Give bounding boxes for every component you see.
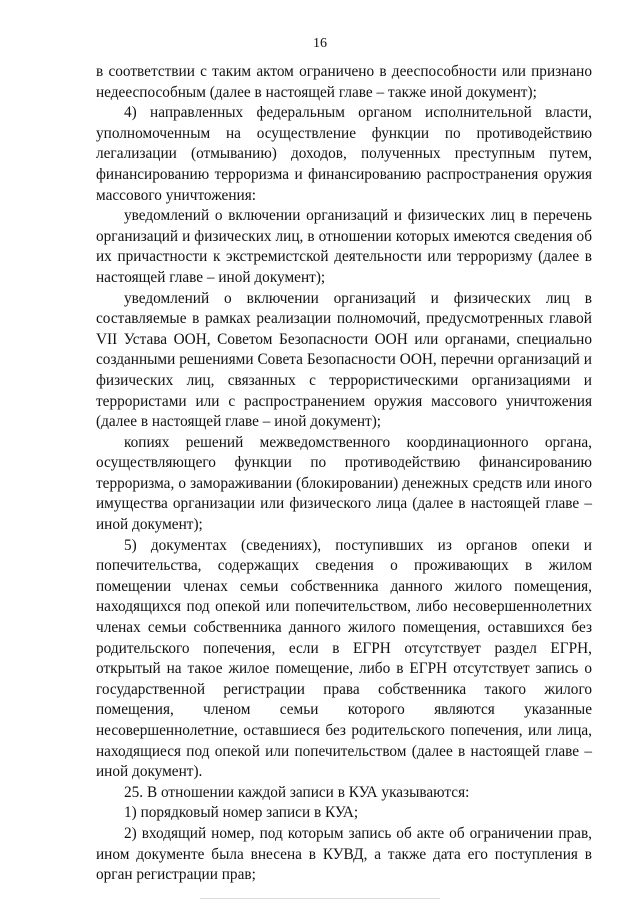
document-body: [96, 62, 592, 886]
paragraph-section-25-item-1: 1) порядковый номер записи в КУА;: [124, 804, 359, 822]
paragraph-continuation: в соответствии с таким актом ограничено в дееспособности или признано недееспособным (далее в настоящей главе – также иной документ);: [96, 63, 592, 101]
paragraph-item-4: 4) направленных федеральным органом исполнительной власти, уполномоченным на осуществление функции по противодействию легализации (отмыванию) доходов, полученных преступным путем, финансированию терроризма и финансированию распространения оружия массового уничтожения:: [96, 104, 592, 204]
scan-edge-mark: [200, 898, 440, 899]
paragraph-section-25-item-2: 2) входящий номер, под которым запись об акте об ограничении прав, ином документе была внесена в КУВД, а также дата его поступления в орган регистрации прав;: [96, 824, 592, 884]
paragraph-un-list-notice: уведомлений о включении организаций и физических лиц в составляемые в рамках реализации полномочий, предусмотренных главой VII Устава ООН, Советом Безопасности ООН или органами, специально созданными решениями Совета Безопасности ООН, перечни организаций и физических лиц, связанных с террористическими организациями и террористами или с распространением оружия массового уничтожения (далее в настоящей главе – иной документ);: [96, 289, 592, 431]
paragraph-section-25: 25. В отношении каждой записи в КУА указываются:: [124, 783, 470, 801]
paragraph-item-5: 5) документах (сведениях), поступивших из органов опеки и попечительства, содержащих сведения о проживающих в жилом помещении членах семьи собственника данного жилого помещения, находящихся под опекой или попечительством, либо несовершеннолетних членах семьи собственника данного жилого помещения, оставшихся без родительского попечения, если в ЕГРН отсутствует раздел ЕГРН, открытый на такое жилое помещение, либо в ЕГРН отсутствует запись о государственной регистрации права собственника такого жилого помещения, членом семьи которого являются указанные несовершеннолетние, оставшиеся без родительского попечения, или лица, находящиеся под опекой или попечительством (далее в настоящей главе – иной документ).: [96, 536, 592, 781]
paragraph-extremism-list-notice: уведомлений о включении организаций и физических лиц в перечень организаций и физических лиц, в отношении которых имеются сведения об их причастности к экстремистской деятельности или терроризму (далее в настоящей главе – иной документ);: [96, 207, 592, 286]
paragraph-freeze-decision-copies: копиях решений межведомственного координационного органа, осуществляющего функции по противодействию финансированию терроризма, о замораживании (блокировании) денежных средств или иного имущества организации или физического лица (далее в настоящей главе – иной документ);: [96, 433, 592, 534]
page-number: 16: [313, 36, 327, 51]
